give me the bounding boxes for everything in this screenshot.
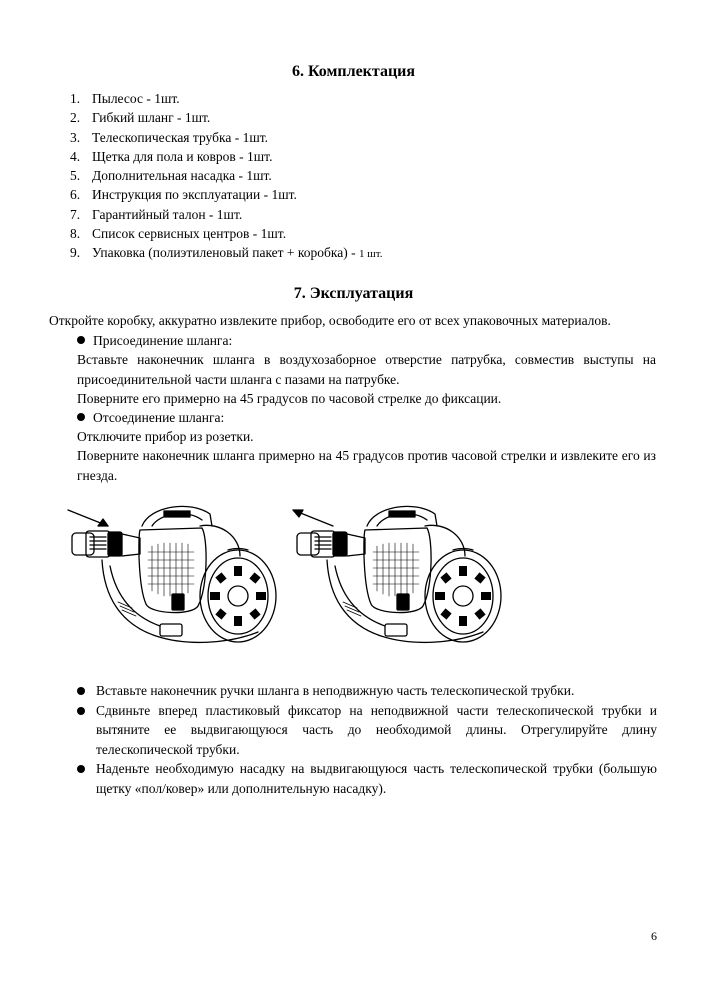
section-7-title: 7. Эксплуатация	[293, 285, 414, 302]
vacuum-hose-attach-illustration	[60, 496, 290, 656]
vacuum-hose-detach-illustration	[285, 496, 515, 656]
list-item	[77, 759, 657, 798]
usage-bullet-list	[77, 681, 657, 798]
list-item	[70, 166, 382, 185]
disconnect-heading-row	[77, 408, 224, 428]
list-item-text: Гарантийный талон - 1шт.	[92, 206, 243, 222]
connect-paragraph-2: Поверните его примерно на 45 градусов по часовой стрелке до фиксации.	[77, 391, 502, 406]
list-item-number: 1.	[70, 91, 81, 106]
disconnect-heading: Отсоединение шланга:	[93, 410, 225, 425]
list-item-number: 3.	[70, 129, 81, 145]
page-number: 6	[651, 929, 657, 943]
list-item-text: Дополнительная насадка - 1шт.	[92, 168, 272, 184]
bullet-icon	[77, 336, 85, 344]
list-item-number: 9.	[70, 245, 81, 261]
list-item-text: Щетка для пола и ковров - 1шт.	[92, 148, 273, 164]
connect-heading: Присоединение шланга:	[93, 333, 233, 348]
list-item-number: 6.	[70, 187, 81, 203]
list-item	[70, 89, 382, 108]
bullet-icon	[77, 765, 85, 773]
list-item	[77, 701, 657, 760]
intro-paragraph: Откройте коробку, аккуратно извлеките прибор, освободите его от всех упаковочных материалов.	[49, 313, 611, 328]
section-6-title: 6. Комплектация	[291, 63, 416, 80]
list-item-suffix: 1 шт.	[359, 248, 383, 261]
bullet-text: Вставьте наконечник ручки шланга в неподвижную часть телескопической трубки.	[96, 683, 575, 698]
bullet-text: Наденьте необходимую насадку на выдвигающуюся часть телескопической трубки (большую щетку «пол/ковер» или дополнительную насадку).	[96, 761, 657, 796]
list-item-text: Упаковка (полиэтиленовый пакет + коробка) -	[92, 245, 356, 261]
list-item-text: Гибкий шланг - 1шт.	[92, 110, 211, 126]
list-item-text: Инструкция по эксплуатации - 1шт.	[92, 187, 297, 203]
bullet-icon	[77, 707, 85, 715]
list-item-number: 5.	[70, 168, 81, 184]
list-item-number: 7.	[70, 206, 81, 222]
list-item	[70, 108, 382, 127]
disconnect-paragraph-1: Отключите прибор из розетки.	[77, 429, 254, 444]
connect-heading-row	[77, 331, 232, 351]
list-item	[70, 185, 382, 204]
connect-paragraph-1: Вставьте наконечник шланга в воздухозаборное отверстие патрубка, совместив выступы на присоединительной части шланга с пазами на патрубке.	[77, 352, 656, 387]
list-item-text: Пылесос - 1шт.	[92, 91, 180, 106]
list-item-number: 8.	[70, 226, 81, 242]
list-item	[70, 243, 382, 262]
disconnect-paragraph-2: Поверните наконечник шланга примерно на 45 градусов против часовой стрелки и извлеките его из гнезда.	[77, 448, 656, 483]
list-item	[77, 681, 657, 701]
list-item-number: 2.	[70, 110, 81, 126]
list-item-number: 4.	[70, 148, 81, 164]
list-item	[70, 224, 382, 243]
list-item	[70, 147, 382, 166]
list-item	[70, 205, 382, 224]
list-item	[70, 128, 382, 147]
bullet-icon	[77, 413, 85, 421]
bullet-icon	[77, 687, 85, 695]
list-item-text: Телескопическая трубка - 1шт.	[92, 129, 268, 145]
list-item-text: Список сервисных центров - 1шт.	[92, 226, 287, 242]
bullet-text: Сдвиньте вперед пластиковый фиксатор на неподвижной части телескопической трубки и вытяните ее выдвигающуюся часть до необходимой длины. Отрегулируйте длину телескопической трубки.	[96, 702, 657, 757]
package-contents-list	[70, 89, 382, 263]
